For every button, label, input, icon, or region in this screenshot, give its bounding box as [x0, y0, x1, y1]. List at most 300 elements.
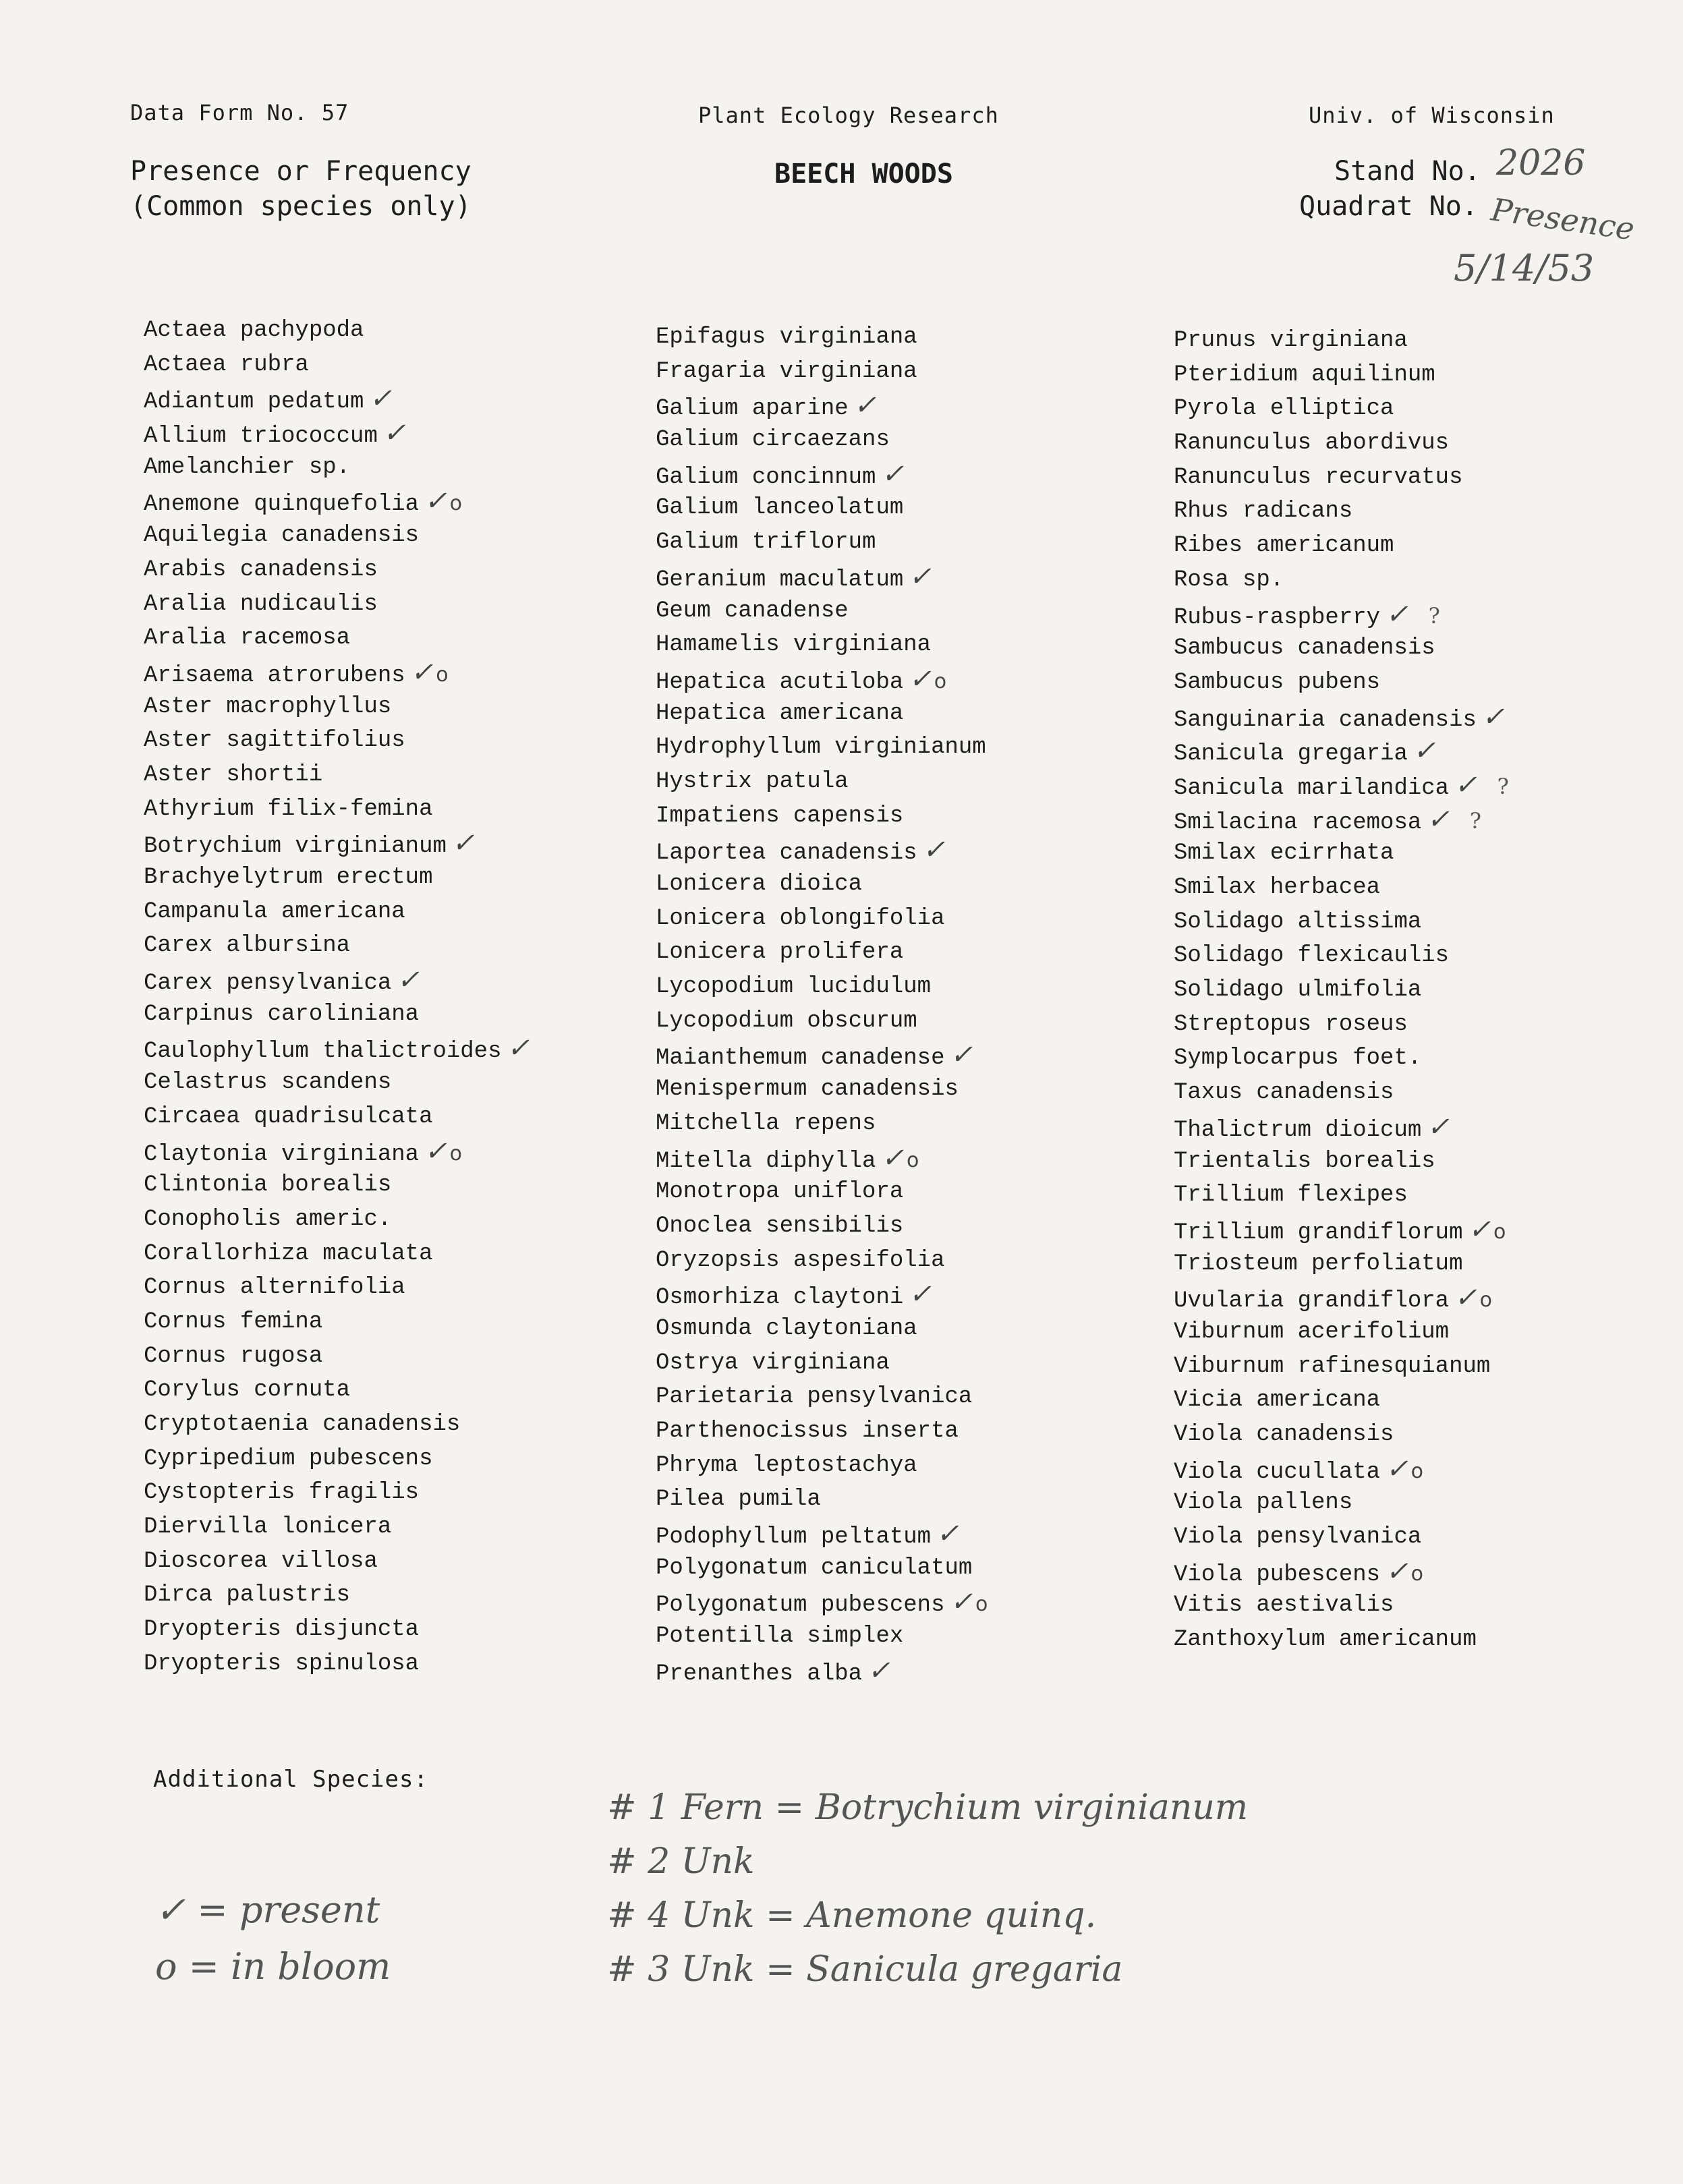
species-row — [144, 1373, 602, 1408]
species-row — [1174, 871, 1659, 905]
species-name: Hamamelis virginiana — [656, 632, 932, 658]
species-row — [1174, 1350, 1659, 1384]
species-row — [1174, 426, 1659, 461]
species-row — [144, 1031, 602, 1066]
species-row — [144, 724, 602, 758]
species-name: Cornus rugosa — [144, 1343, 323, 1369]
species-row — [1174, 1247, 1659, 1282]
species-name: Maianthemum canadense — [656, 1045, 945, 1072]
species-row — [144, 793, 602, 827]
species-name: Amelanchier sp. — [144, 454, 351, 480]
species-name: Viola pallens — [1174, 1490, 1353, 1516]
present-check-mark: ✓ — [1481, 701, 1505, 732]
species-row — [656, 1551, 1168, 1586]
species-name: Prenanthes alba — [656, 1661, 863, 1687]
species-name: Sambucus pubens — [1174, 669, 1381, 695]
species-name: Allium triococcum — [144, 424, 378, 450]
species-name: Arabis canadensis — [144, 556, 378, 583]
in-bloom-mark: o — [975, 1592, 988, 1617]
stand-value: 2026 — [1496, 143, 1586, 183]
species-row — [656, 1107, 1168, 1141]
species-name: Actaea rubra — [144, 351, 309, 378]
species-row — [656, 765, 1168, 799]
species-name: Carpinus caroliniana — [144, 1001, 420, 1027]
species-row — [656, 389, 1168, 423]
species-name: Hydrophyllum virginianum — [656, 735, 986, 761]
species-row — [144, 1168, 602, 1203]
species-name: Lonicera oblongifolia — [656, 905, 945, 931]
species-name: Mitella diphylla — [656, 1148, 876, 1174]
legend-bloom: o = in bloom — [155, 1945, 391, 1988]
species-name: Dirca palustris — [144, 1582, 351, 1609]
present-check-mark: ✓ — [950, 1039, 973, 1071]
species-name: Conopholis americ. — [144, 1206, 392, 1232]
in-bloom-mark: o — [1479, 1288, 1492, 1313]
species-row — [1174, 1076, 1659, 1110]
species-name: Pteridium aquilinum — [1174, 362, 1435, 388]
present-check-mark: ✓ — [950, 1586, 973, 1618]
species-name: Clintonia borealis — [144, 1172, 392, 1199]
note-line: # 2 Unk — [607, 1841, 755, 1882]
species-row — [656, 1449, 1168, 1483]
species-row — [656, 833, 1168, 867]
species-row — [656, 970, 1168, 1004]
species-row — [656, 320, 1168, 355]
species-row — [144, 1203, 602, 1237]
species-name: Brachyelytrum erectum — [144, 865, 433, 890]
in-bloom-mark: o — [436, 662, 449, 687]
species-row — [656, 1585, 1168, 1619]
species-row — [656, 697, 1168, 731]
species-name: Corylus cornuta — [144, 1377, 351, 1404]
species-name: Parietaria pensylvanica — [656, 1384, 973, 1410]
species-name: Aralia nudicaulis — [144, 591, 378, 617]
species-row — [656, 662, 1168, 697]
species-name: Galium circaezans — [656, 427, 890, 453]
in-bloom-mark: o — [934, 669, 947, 693]
species-name: Claytonia virginiana — [144, 1141, 420, 1168]
species-name: Campanula americana — [144, 898, 405, 925]
species-name: Mitchella repens — [656, 1110, 876, 1137]
species-row — [1174, 973, 1659, 1008]
species-name: Viola cucullata — [1174, 1459, 1381, 1485]
additional-notes — [607, 1781, 1248, 1996]
species-name: Polygonatum caniculatum — [656, 1555, 973, 1581]
species-row — [144, 1134, 602, 1169]
species-row — [656, 525, 1168, 560]
species-row — [656, 423, 1168, 457]
species-row — [144, 1578, 602, 1613]
species-row — [656, 1209, 1168, 1244]
species-name: Circaea quadrisulcata — [144, 1103, 433, 1130]
note-line: # 3 Unk = Sanicula gregaria — [607, 1949, 1123, 1990]
species-name: Cornus alternifolia — [144, 1275, 405, 1301]
species-row — [1174, 494, 1659, 529]
species-row — [144, 519, 602, 553]
species-row — [144, 1066, 602, 1100]
species-row — [1174, 529, 1659, 563]
species-name: Hepatica americana — [656, 700, 904, 726]
species-name: Trillium grandiflorum — [1174, 1219, 1463, 1246]
species-name: Lonicera dioica — [656, 871, 863, 897]
species-name: Streptopus roseus — [1174, 1011, 1408, 1037]
species-name: Botrychium virginianum — [144, 834, 447, 860]
species-row — [1174, 1281, 1659, 1315]
species-row — [656, 799, 1168, 834]
species-name: Dryopteris spinulosa — [144, 1650, 420, 1677]
mark-legend — [155, 1882, 391, 1995]
species-name: Sanicula marilandica — [1174, 775, 1450, 801]
species-name: Oryzopsis aspesifolia — [656, 1247, 945, 1273]
present-check-mark: ✓ — [881, 458, 904, 490]
present-check-mark: ✓ — [1386, 1555, 1408, 1587]
species-name: Solidago altissima — [1174, 909, 1422, 935]
present-check-mark: ✓ — [936, 1518, 959, 1550]
species-row — [144, 656, 602, 690]
species-row — [1174, 1452, 1659, 1487]
species-name: Galium concinnum — [656, 464, 876, 490]
species-row — [144, 382, 602, 416]
species-name: Fragaria virginiana — [656, 358, 917, 384]
species-row — [656, 1004, 1168, 1039]
species-column-2 — [656, 320, 1168, 1688]
present-check-mark: ✓ — [1386, 598, 1408, 630]
species-name: Ranunculus recurvatus — [1174, 464, 1463, 490]
species-name: Prunus virginiana — [1174, 328, 1408, 353]
present-check-mark: ✓ — [382, 418, 406, 449]
species-row — [1174, 1555, 1659, 1589]
species-name: Rosa sp. — [1174, 567, 1284, 593]
species-name: Sambucus canadensis — [1174, 635, 1435, 662]
species-name: Ostrya virginiana — [656, 1350, 890, 1376]
present-check-mark: ✓ — [451, 828, 475, 859]
form-number: Data Form No. 57 — [130, 100, 349, 125]
species-row — [144, 416, 602, 451]
species-name: Pyrola elliptica — [1174, 396, 1394, 422]
species-name: Aralia racemosa — [144, 625, 351, 652]
in-bloom-mark: o — [906, 1148, 919, 1172]
species-row — [656, 560, 1168, 594]
species-row — [144, 929, 602, 963]
species-row — [1174, 631, 1659, 666]
species-row — [144, 484, 602, 519]
species-name: Galium triflorum — [656, 529, 876, 556]
species-row — [656, 1244, 1168, 1278]
species-row — [656, 1141, 1168, 1176]
species-row — [144, 1476, 602, 1510]
species-name: Athyrium filix-femina — [144, 796, 433, 822]
species-row — [144, 690, 602, 724]
species-row — [144, 314, 602, 348]
organization: Plant Ecology Research — [698, 103, 999, 128]
species-name: Ranunculus abordivus — [1174, 430, 1450, 457]
university: Univ. of Wisconsin — [1309, 103, 1555, 128]
species-name: Galium aparine — [656, 396, 849, 422]
present-check-mark: ✓ — [909, 1279, 932, 1311]
species-name: Thalictrum dioicum — [1174, 1117, 1422, 1143]
species-row — [144, 1510, 602, 1545]
species-row — [1174, 1588, 1659, 1623]
species-row — [144, 895, 602, 929]
legend-present: ✓ = present — [155, 1889, 380, 1931]
species-name: Viola pensylvanica — [1174, 1524, 1422, 1551]
species-name: Viola canadensis — [1174, 1422, 1394, 1447]
species-row — [144, 963, 602, 998]
species-name: Lonicera prolifera — [656, 940, 904, 966]
quadrat-value: Presence — [1489, 191, 1637, 248]
species-name: Menispermum canadensis — [656, 1076, 959, 1103]
species-name: Osmunda claytoniana — [656, 1315, 917, 1342]
species-name: Laportea canadensis — [656, 840, 917, 867]
species-row — [1174, 734, 1659, 768]
present-check-mark: ✓ — [867, 1655, 890, 1686]
species-name: Onoclea sensibilis — [656, 1213, 904, 1239]
species-name: Aster shortii — [144, 761, 323, 788]
species-row — [1174, 598, 1659, 632]
species-name: Cryptotaenia canadensis — [144, 1412, 461, 1437]
species-name: Viburnum rafinesquianum — [1174, 1353, 1491, 1379]
species-name: Osmorhiza claytoni — [656, 1285, 904, 1311]
species-name: Adiantum pedatum — [144, 389, 364, 415]
species-row — [656, 1654, 1168, 1688]
species-column-1 — [144, 314, 602, 1682]
species-name: Geum canadense — [656, 598, 849, 624]
species-row — [1174, 1383, 1659, 1418]
species-name: Lycopodium obscurum — [656, 1008, 917, 1034]
present-check-mark: ✓ — [881, 1142, 904, 1174]
in-bloom-mark: o — [449, 1141, 462, 1166]
date-value: 5/14/53 — [1454, 247, 1595, 289]
species-name: Smilax herbacea — [1174, 875, 1381, 900]
additional-species-label: Additional Species: — [153, 1766, 428, 1793]
species-row — [144, 1408, 602, 1442]
species-column-3 — [1174, 324, 1659, 1657]
species-name: Dioscorea villosa — [144, 1548, 378, 1574]
species-row — [1174, 1213, 1659, 1247]
species-name: Viola pubescens — [1174, 1561, 1381, 1588]
present-check-mark: ✓ — [922, 834, 946, 866]
species-row — [656, 594, 1168, 629]
species-row — [144, 1340, 602, 1374]
species-row — [1174, 700, 1659, 735]
species-row — [1174, 803, 1659, 837]
species-name: Carex albursina — [144, 933, 351, 959]
species-row — [144, 998, 602, 1032]
species-row — [144, 1613, 602, 1647]
present-check-mark: ✓ — [1413, 735, 1436, 767]
species-row — [1174, 358, 1659, 393]
species-name: Dryopteris disjuncta — [144, 1617, 420, 1643]
species-row — [144, 1305, 602, 1340]
species-row — [144, 826, 602, 861]
species-name: Symplocarpus foet. — [1174, 1045, 1422, 1072]
species-name: Trientalis borealis — [1174, 1148, 1435, 1174]
species-row — [1174, 324, 1659, 358]
species-name: Parthenocissus inserta — [656, 1418, 959, 1444]
note-line: # 4 Unk = Anemone quinq. — [607, 1895, 1097, 1936]
species-row — [1174, 1008, 1659, 1042]
present-check-mark: ✓ — [397, 965, 420, 996]
in-bloom-mark: o — [449, 492, 462, 516]
species-name: Taxus canadensis — [1174, 1080, 1394, 1106]
species-row — [656, 355, 1168, 389]
present-check-mark: ✓ — [1454, 769, 1477, 801]
species-row — [144, 758, 602, 793]
species-row — [1174, 1041, 1659, 1076]
species-row — [656, 1619, 1168, 1654]
species-name: Rubus-raspberry — [1174, 604, 1381, 631]
species-row — [1174, 1418, 1659, 1452]
present-check-mark: ✓ — [507, 1033, 530, 1064]
species-name: Impatiens capensis — [656, 803, 904, 829]
species-name: Caulophyllum thalictroides — [144, 1039, 502, 1065]
species-name: Smilacina racemosa — [1174, 809, 1422, 836]
in-bloom-mark: o — [1410, 1459, 1423, 1483]
species-name: Geranium maculatum — [656, 567, 904, 593]
species-name: Cypripedium pubescens — [144, 1445, 433, 1472]
species-name: Epifagus virginiana — [656, 324, 917, 350]
species-row — [656, 1175, 1168, 1209]
species-name: Sanguinaria canadensis — [1174, 707, 1477, 733]
present-check-mark: ✓ — [1386, 1453, 1408, 1485]
species-row — [1174, 1520, 1659, 1555]
species-name: Zanthoxylum americanum — [1174, 1627, 1477, 1653]
species-name: Rhus radicans — [1174, 498, 1353, 525]
species-row — [656, 457, 1168, 492]
species-row — [144, 861, 602, 895]
species-name: Solidago ulmifolia — [1174, 977, 1422, 1004]
species-row — [656, 628, 1168, 662]
species-row — [1174, 1315, 1659, 1350]
form-title-line-2: (Common species only) — [130, 191, 472, 222]
present-check-mark: ✓ — [853, 390, 877, 422]
note-line: # 1 Fern = Botrychium virginianum — [607, 1787, 1249, 1828]
species-row — [1174, 461, 1659, 495]
species-row — [656, 730, 1168, 765]
species-name: Potentilla simplex — [656, 1623, 904, 1650]
species-name: Arisaema atrorubens — [144, 662, 405, 689]
present-check-mark: ✓ — [424, 486, 447, 517]
species-row — [144, 587, 602, 622]
species-row — [1174, 836, 1659, 871]
species-row — [656, 1346, 1168, 1381]
present-check-mark: ✓ — [410, 656, 434, 688]
species-row — [1174, 392, 1659, 426]
species-row — [1174, 768, 1659, 803]
species-row — [1174, 1178, 1659, 1213]
species-row — [144, 553, 602, 587]
species-row — [656, 1414, 1168, 1449]
community-title: BEECH WOODS — [774, 159, 953, 190]
species-row — [144, 1545, 602, 1579]
species-row — [1174, 666, 1659, 700]
species-name: Hepatica acutiloba — [656, 669, 904, 695]
species-name: Cystopteris fragilis — [144, 1480, 420, 1506]
species-row — [656, 1517, 1168, 1551]
species-name: Hystrix patula — [656, 768, 849, 795]
species-row — [656, 491, 1168, 525]
species-name: Trillium flexipes — [1174, 1182, 1408, 1209]
species-name: Triosteum perfoliatum — [1174, 1251, 1463, 1277]
species-row — [656, 1312, 1168, 1346]
quadrat-label: Quadrat No. — [1299, 191, 1478, 222]
uncertain-mark: ? — [1497, 773, 1509, 799]
present-check-mark: ✓ — [369, 383, 392, 415]
species-name: Podophyllum peltatum — [656, 1524, 932, 1551]
species-name: Monotropa uniflora — [656, 1179, 904, 1205]
species-name: Aster macrophyllus — [144, 693, 392, 720]
species-row — [656, 1483, 1168, 1517]
species-row — [656, 1072, 1168, 1107]
present-check-mark: ✓ — [1468, 1213, 1491, 1245]
species-row — [656, 1277, 1168, 1312]
species-row — [656, 867, 1168, 902]
species-name: Celastrus scandens — [144, 1070, 392, 1096]
present-check-mark: ✓ — [424, 1135, 447, 1167]
species-row — [144, 451, 602, 485]
species-name: Diervilla lonicera — [144, 1514, 392, 1541]
species-row — [144, 1647, 602, 1682]
uncertain-mark: ? — [1428, 602, 1440, 629]
species-name: Solidago flexicaulis — [1174, 943, 1450, 969]
species-name: Corallorhiza maculata — [144, 1240, 433, 1267]
form-title-line-1: Presence or Frequency — [130, 156, 472, 187]
species-name: Actaea pachypoda — [144, 318, 364, 343]
species-row — [1174, 1486, 1659, 1520]
species-row — [1174, 1623, 1659, 1657]
species-row — [144, 1237, 602, 1271]
species-row — [656, 1380, 1168, 1414]
stand-label: Stand No. — [1334, 156, 1481, 187]
species-row — [1174, 1110, 1659, 1145]
species-name: Viburnum acerifolium — [1174, 1319, 1450, 1345]
present-check-mark: ✓ — [1427, 803, 1450, 835]
species-row — [1174, 563, 1659, 598]
species-row — [144, 348, 602, 382]
species-name: Cornus femina — [144, 1309, 323, 1335]
species-row — [656, 902, 1168, 936]
species-name: Galium lanceolatum — [656, 495, 904, 521]
species-row — [1174, 905, 1659, 940]
species-name: Lycopodium lucidulum — [656, 974, 932, 1000]
species-name: Sanicula gregaria — [1174, 741, 1408, 768]
species-name: Aquilegia canadensis — [144, 523, 420, 549]
species-name: Ribes americanum — [1174, 533, 1394, 559]
species-row — [144, 1100, 602, 1134]
species-row — [144, 621, 602, 656]
present-check-mark: ✓ — [1427, 1111, 1450, 1143]
present-check-mark: ✓ — [1454, 1282, 1477, 1314]
species-name: Phryma leptostachya — [656, 1452, 917, 1478]
species-row — [144, 1271, 602, 1305]
in-bloom-mark: o — [1493, 1219, 1506, 1244]
species-row — [656, 936, 1168, 970]
in-bloom-mark: o — [1410, 1561, 1423, 1586]
species-name: Vicia americana — [1174, 1387, 1381, 1414]
species-name: Smilax ecirrhata — [1174, 840, 1394, 867]
species-name: Pilea pumila — [656, 1487, 821, 1513]
present-check-mark: ✓ — [909, 561, 932, 592]
species-row — [1174, 1145, 1659, 1179]
species-row — [1174, 939, 1659, 973]
species-name: Polygonatum pubescens — [656, 1592, 945, 1619]
species-name: Vitis aestivalis — [1174, 1592, 1394, 1619]
present-check-mark: ✓ — [909, 663, 932, 695]
species-name: Uvularia grandiflora — [1174, 1288, 1450, 1315]
species-row — [656, 1038, 1168, 1072]
species-name: Anemone quinquefolia — [144, 492, 420, 518]
species-name: Carex pensylvanica — [144, 971, 392, 997]
